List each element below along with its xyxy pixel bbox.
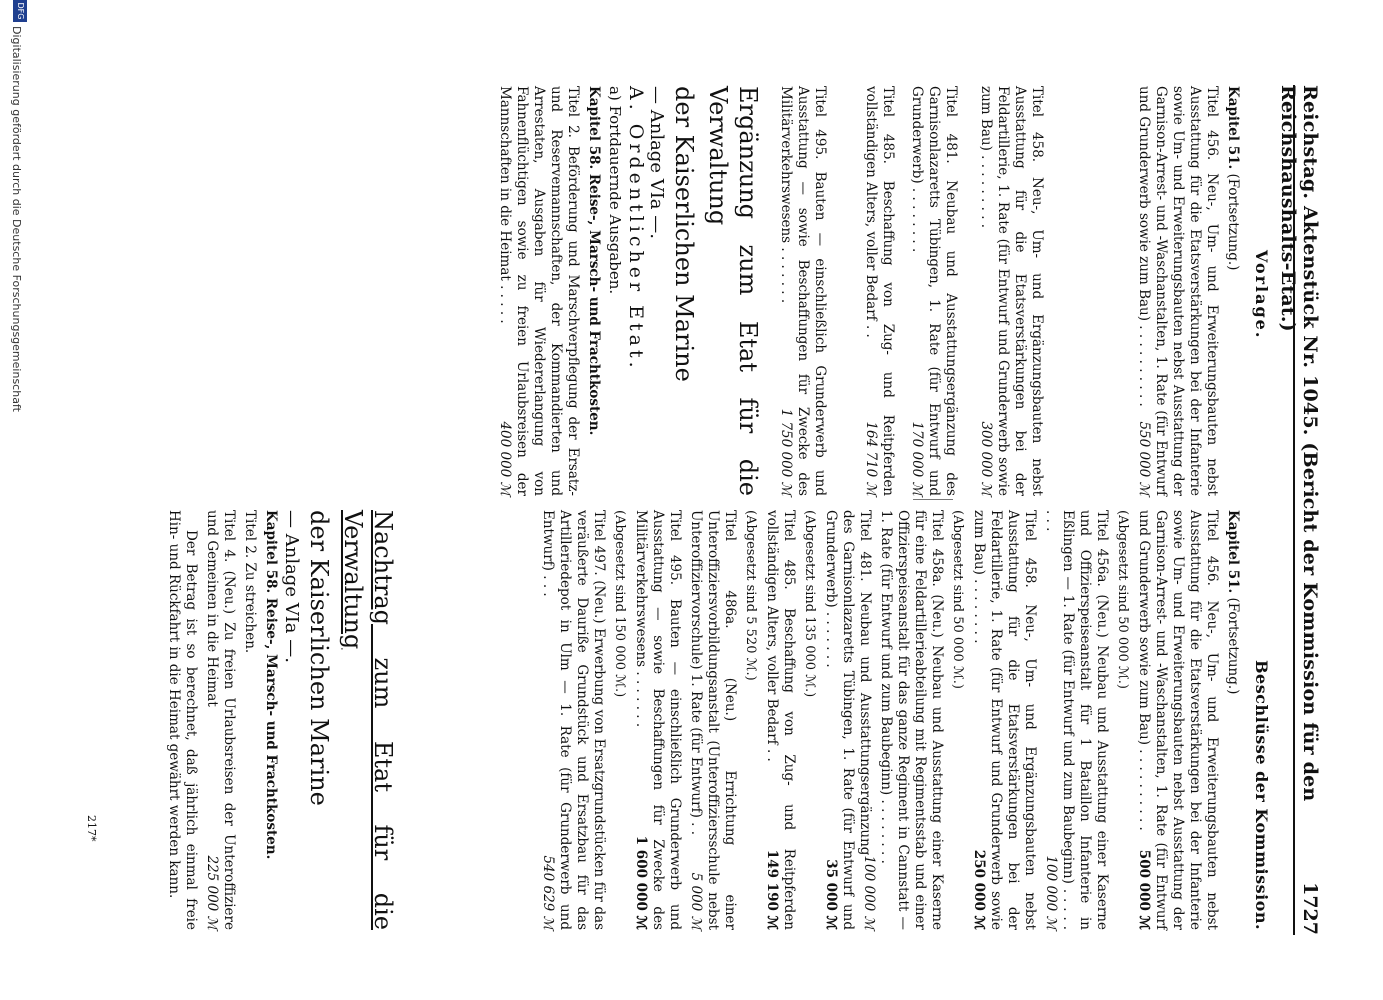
page-number: 1727 [1299,882,1321,935]
left-kapitel-58: Kapitel 58. Reise-, Marsch- und Frachtkosten. [586,86,602,436]
right-item-458a: Titel 458a. (Neu.) Neubau und Ausstattung einer Kaserne für eine Feldartillerieabteilung mit Regimentsstab und einer Offizierspeiseanstalt für das ganze Regiment in Cannstatt — 1. Rate (für Entwurf und zum Baubeginn) . . . . . . . . 100 000 ℳ [861,510,945,930]
right-titel-4-note: Der Betrag ist so berechnet, daß jährlich einmal freie Hin- und Rückfahrt in die Heimat gewährt werden kann. [166,510,199,930]
header-title: Reichstag. Aktenstück Nr. 1045. (Bericht der Kommission für den Reichshaushalts-Etat.) [1277,85,1321,802]
right-item-456-note: (Abgesetzt sind 50 000 ℳ.) [1115,510,1130,689]
right-item-456: Titel 456. Neu-, Um- und Erweiterungsbauten nebst Ausstattung für die Etatsverstärkungen bei der Infanterie sowie Um- und Erweiterungsbauten nebst Ausstattung der Garnison-Arrest- und -Waschanstalten, 1. Rate (für Entwurf und Grunderwerb sowie zum Bau) . . . . . . . . . . 500 000 ℳ [1136,510,1220,930]
digitization-credit: Digitalisierung gefördert durch die Deutsche Forschungsgemeinschaft [10,26,23,412]
left-supplement [492,86,763,496]
left-supplement-title-1: Ergänzung zum Etat für die Verwaltung [704,86,762,496]
right-titel-2: Titel 2. Zu streichen. [242,510,258,654]
left-item-495: Titel 495. Bauten — einschließlich Grunderwerb und Ausstattung — sowie Beschaffungen für Zwecke des Militärverkehrswesens . . . . . . . 1 750 000 ℳ [778,86,828,496]
dfg-logo: DFG [13,0,27,22]
right-item-481-note: (Abgesetzt sind 135 000 ℳ.) [802,510,817,698]
right-titel-4: Titel 4. (Neu.) Zu freien Urlaubsreisen der Unteroffiziere und Gemeinen in die Heimat 225 000 ℳ [204,510,237,930]
right-item-495: Titel 495. Bauten — einschließlich Grunderwerb und Ausstattung — sowie Beschaffungen für Zwecke des Militärverkehrswesens . . . . . . . 1 600 000 ℳ [633,510,683,930]
right-item-481: Titel 481. Neubau und Ausstattungsergänzung des Garnisonlazaretts Tübingen, 1. Rate (für Entwurf und Grunderwerb) . . . . . . . 35 000 ℳ [823,510,873,930]
left-kapitel-51: Kapitel 51. (Fortsetzung.) [1225,86,1241,271]
right-item-497: Titel 497. (Neu.) Erwerbung von Ersatzgrundstücken für das veräußerte Dauriße Grundstück und Ersatzbau für das Artilleriedepot in Ulm — 1. Rate (für Grunderwerb und Entwurf) . . . 540 629 ℳ [540,510,607,930]
right-item-456a: Titel 456a. (Neu.) Neubau und Ausstattung einer Kaserne und Offizierspeiseanstalt für 1 Bataillon Infanterie in Eßlingen — 1. Rate (für Entwurf und zum Baubeginn) . . . . . . . . 100 000 ℳ [1043,510,1110,930]
right-column-heading: Beschlüsse der Kommission. [1252,660,1271,931]
left-annex: — Anlage VIa —. [646,86,667,239]
right-item-495-note: (Abgesetzt sind 150 000 ℳ.) [612,510,627,698]
right-supplement-title-1: Nachtrag zum Etat für die Verwaltung [339,510,397,930]
page-mark: 217* [85,815,98,842]
left-item-481: Titel 481. Neubau und Ausstattungsergänzung des Garnisonlazaretts Tübingen, 1. Rate (für Entwurf und Grunderwerb) . . . . . . . . 170 000 ℳ [909,86,959,496]
right-kapitel-51: Kapitel 51. (Fortsetzung.) [1225,510,1241,695]
right-item-486a: Titel 486a. (Neu.) Errichtung einer Unteroffiziersvorbildungsanstalt (Unteroffiziersschule nebst Unteroffiziervorschule) 1. Rate (für Entwurf) . . 5 000 ℳ [688,510,738,930]
left-item-485: Titel 485. Beschaffung von Zug- und Reitpferden vollständigen Alters, voller Bedarf . . 164 710 ℳ [863,86,896,496]
left-item-456: Titel 456. Neu-, Um- und Erweiterungsbauten nebst Ausstattung für die Etatsverstärkungen bei der Infanterie sowie Um- und Erweiterungsbauten nebst Ausstattung der Garnison-Arrest- und -Waschanstalten, 1. Rate (für Entwurf und Grunderwerb sowie zum Bau) . . . . . . . . . . 550 000 ℳ [1136,86,1220,496]
right-supplement [161,510,398,930]
right-kapitel-58: Kapitel 58. Reise-, Marsch- und Frachtkosten. [263,510,279,860]
running-header [1277,85,1323,935]
right-item-485-note: (Abgesetzt sind 5 520 ℳ.) [743,510,758,681]
left-column [773,86,1241,496]
left-supplement-title-2: der Kaiserlichen Marine [670,86,698,382]
right-item-458: Titel 458. Neu-, Um- und Ergänzungsbauten nebst Ausstattung für die Etatsverstärkungen bei der Feldartillerie, 1. Rate (für Entwurf und Grunderwerb sowie zum Bau) . . . . . . . . 250 000 ℳ [971,510,1038,930]
column-divider [913,499,953,500]
right-annex: — Anlage VIa —. [281,510,302,663]
right-item-458-note: (Abgesetzt sind 50 000 ℳ.) [950,510,965,689]
left-column-heading: Vorlage. [1252,250,1271,340]
right-supplement-title-2: der Kaiserlichen Marine [305,510,333,806]
left-item-458: Titel 458. Neu-, Um- und Ergänzungsbauten nebst Ausstattung für die Etatsverstärkungen bei der Feldartillerie, 1. Rate (für Entwurf und Grunderwerb sowie zum Bau) . . . . . . . . . 300 000 ℳ [978,86,1045,496]
left-titel-2: Titel 2. Beförderung und Marschverpflegung der Ersatz- und Reservemannschaften, der Kommandierten und Arrestaten, Ausgaben für Wiedererlangung von Fahnenflüchtigen sowie zu freien Urlaubsreisen der Mannschaften in die Heimat . . . . . 400 000 ℳ [497,86,581,496]
ordentlicher-etat: A. Ordentlicher Etat. [625,86,647,372]
right-item-485: Titel 485. Beschaffung von Zug- und Reitpferden vollständigen Alters, voller Bedarf . . 149 190 ℳ [764,510,797,930]
right-column [535,510,1241,930]
fortdauernde-ausgaben: a) Fortdauernde Ausgaben. [606,86,624,295]
